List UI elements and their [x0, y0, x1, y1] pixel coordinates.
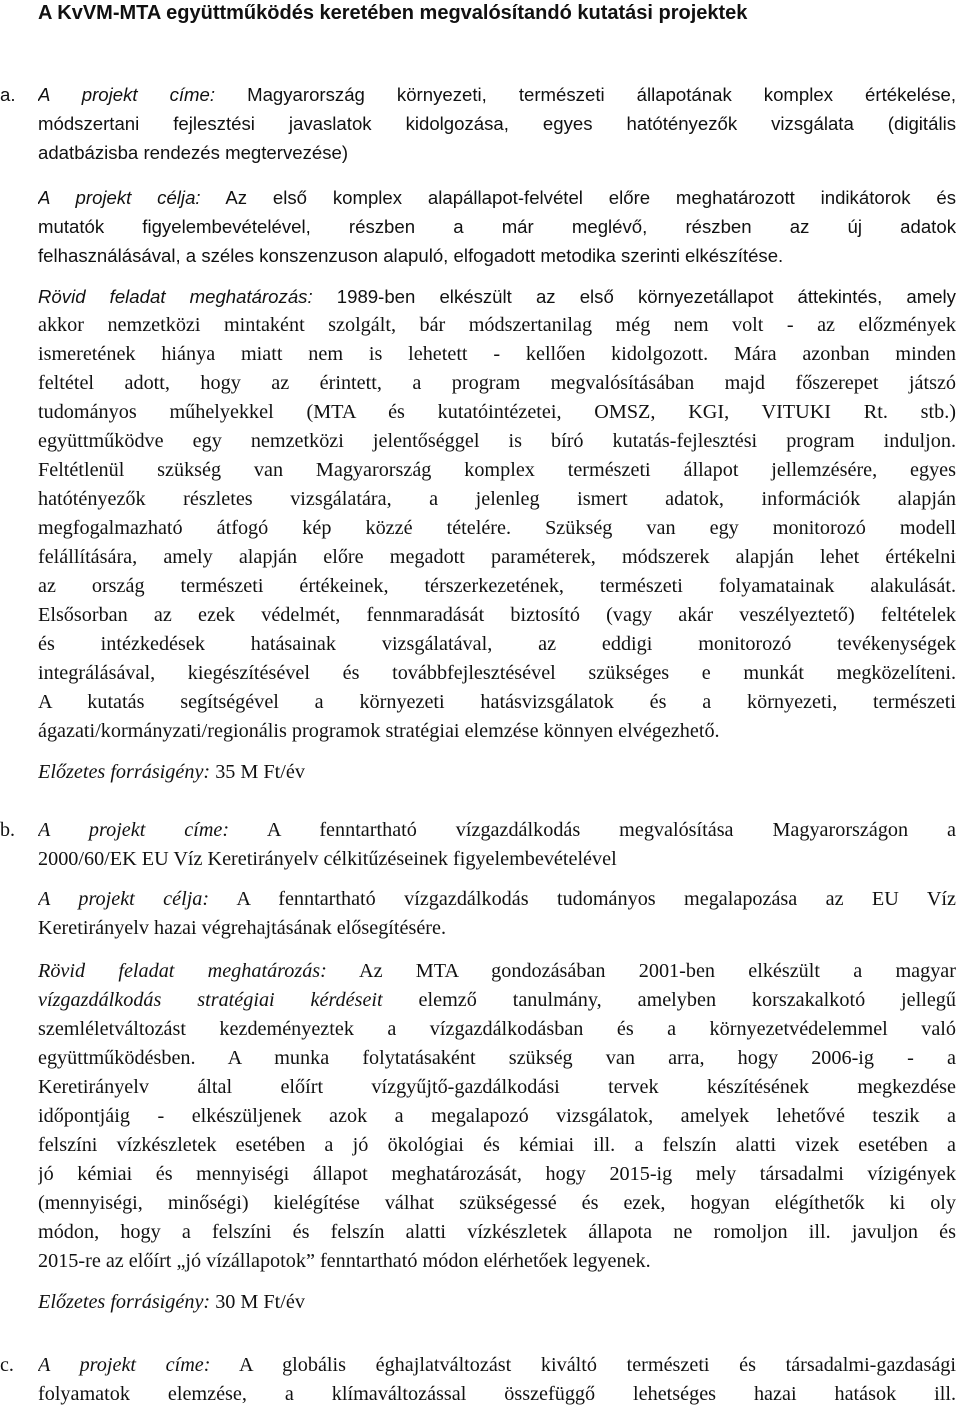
label-forrasigeny: Előzetes forrásigény:	[38, 761, 211, 783]
label-projekt-cime: A projekt címe:	[38, 84, 216, 105]
label-forrasigeny: Előzetes forrásigény:	[38, 1291, 211, 1313]
project-a-marker: a.	[0, 84, 16, 105]
label-projekt-celja: A projekt célja:	[38, 187, 201, 208]
project-a-goal: A projekt célja: Az első komplex alapállapot-felvétel előre meghatározott indikátorok és mutatók figyelembevételével, részben a már meglévő, részben az új adatok felhasználásával, a széles konszenzuson alapuló, elfogadott metodika szerinti elkészítése.	[38, 187, 956, 266]
document-title: A KvVM-MTA együttműködés keretében megvalósítandó kutatási projektek	[38, 2, 748, 24]
project-b-task: Rövid feladat meghatározás: Az MTA gondozásában 2001-ben elkészült a magyar vízgazdálkodás stratégiai kérdéseit elemző tanulmány, amelyben korszakalkotó jellegű szemléletváltozást kezdeményeztek a vízgazdálkodásban és a környezetvédelemmel való együttműködésben. A munka folytatásaként szükség van arra, hogy 2006-ig - a Keretirányelv által előírt vízgyűjtő-gazdálkodási tervek készítésének megkezdése időpontjáig - elkészüljenek azok a megalapozó vizsgálatok, amelyek lehetővé teszik a felszíni vízkészletek esetében a jó ökológiai és kémiai ill. a felszín alatti vizek esetében a jó kémiai és mennyiségi állapot meghatározását, hogy 2015-ig mely társadalmi vízigények (mennyiségi, minőségi) kielégítése válhat szükségessé és ezek, hogyan elégíthetők ki oly módon, hogy a felszíni és felszín alatti vízkészletek állapota ne romoljon ill. javuljon és 2015-re az előírt „jó vízállapotok” fenntartható módon elérhetőek legyenek.	[38, 960, 956, 1272]
label-projekt-celja: A projekt célja:	[38, 888, 210, 910]
project-c-marker: c.	[0, 1354, 14, 1376]
project-b-goal: A projekt célja: A fenntartható vízgazdálkodás tudományos megalapozása az EU Víz Keretirányelv hazai végrehajtásának elősegítésére.	[38, 888, 956, 939]
label-projekt-cime: A projekt címe:	[38, 819, 230, 841]
label-projekt-cime: A projekt címe:	[38, 1354, 211, 1376]
label-rovid-feladat: Rövid feladat meghatározás:	[38, 286, 313, 307]
project-b-funding	[38, 1288, 956, 1317]
project-a-title: A projekt címe: Magyarország környezeti, természeti állapotának komplex értékelése, módszertani fejlesztési javaslatok kidolgozása, egyes hatótényezők vizsgálata (digitális adatbázisba rendezés megtervezése)	[38, 84, 956, 163]
project-c-title: A projekt címe: A globális éghajlatváltozást kiváltó természeti és társadalmi-gazdasági folyamatok elemzése, a klímaváltozással összefüggő lehetséges hazai hatások ill.	[38, 1354, 956, 1405]
project-a-funding	[38, 758, 956, 787]
funding-value: 30 M Ft/év	[210, 1291, 305, 1313]
project-b-title: A projekt címe: A fenntartható vízgazdálkodás megvalósítása Magyarországon a 2000/60/EK EU Víz Keretirányelv célkitűzéseinek figyelembevételével	[38, 819, 956, 870]
project-a-task: Rövid feladat meghatározás: 1989-ben elkészült az első környezetállapot áttekintés, amely akkor nemzetközi mintaként szolgált, bár módszertanilag még nem volt - az előzmények ismeretének hiánya miatt nem is lehetett - kellően kidolgozott. Mára azonban minden feltétel adott, hogy az érintett, a program megvalósításában majd főszerepet játszó tudományos műhelyekkel (MTA és kutatóintézetei, OMSZ, KGI, VITUKI Rt. stb.) együttműködve egy nemzetközi jelentőséggel is bíró kutatás-fejlesztési program induljon. Feltétlenül szükség van Magyarország komplex természeti állapot jellemzésére, egyes hatótényezők részletes vizsgálatára, a jelenleg ismert adatok, információk alapján megfogalmazható átfogó kép közzé tételére. Szükség van egy monitorozó modell felállítására, amely alapján előre megadott paraméterek, módszerek alapján lehet értékelni az ország természeti értékeinek, térszerkezetének, természeti folyamatainak alakulását. Elsősorban az ezek védelmét, fennmaradását biztosító (vagy akár veszélyeztető) feltételek és intézkedések hatásainak vizsgálatával, az eddigi monitorozó tevékenységek integrálásával, kiegészítésével és továbbfejlesztésével szükséges e munkát megközelíteni. A kutatás segítségével a környezeti hatásvizsgálatok és a környezeti, természeti ágazati/kormányzati/regionális programok stratégiai elemzése könnyen elvégezhető.	[38, 286, 956, 742]
project-b-marker: b.	[0, 819, 15, 841]
funding-value: 35 M Ft/év	[210, 761, 305, 783]
label-rovid-feladat: Rövid feladat meghatározás:	[38, 960, 327, 982]
italic-reference: vízgazdálkodás stratégiai kérdéseit	[38, 989, 383, 1011]
